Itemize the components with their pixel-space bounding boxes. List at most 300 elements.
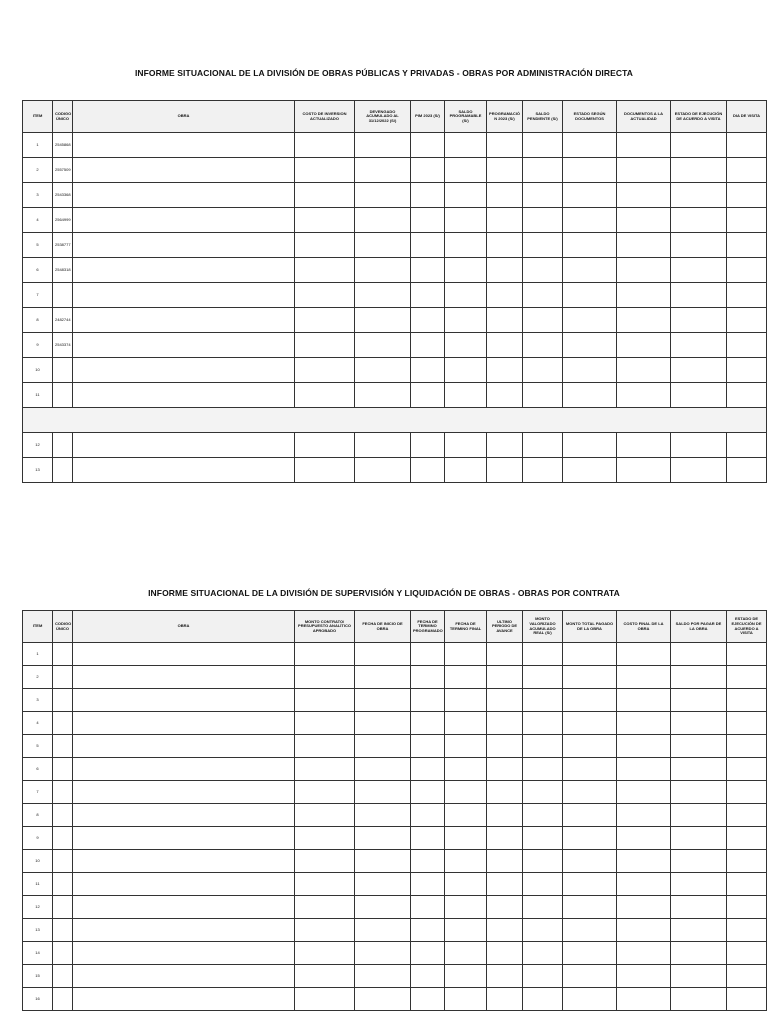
table-cell [411, 308, 445, 333]
table-cell [563, 873, 617, 896]
column-header: ESTADO DE EJECUCIÓN DE ACUERDO A VISITA [671, 101, 727, 133]
table-cell [523, 896, 563, 919]
table-cell [563, 942, 617, 965]
table-cell [563, 965, 617, 988]
table-cell [445, 804, 487, 827]
table-cell [523, 666, 563, 689]
table-cell [445, 735, 487, 758]
table-row [23, 133, 767, 158]
table-cell [411, 258, 445, 283]
table-row [23, 308, 767, 333]
column-header: COSTO DE INVERSION ACTUALIZADO [295, 101, 355, 133]
table-cell [411, 233, 445, 258]
table-cell [523, 358, 563, 383]
table-cell [355, 183, 411, 208]
table-cell [73, 283, 295, 308]
table-cell [295, 208, 355, 233]
table-cell [617, 333, 671, 358]
table-cell [411, 458, 445, 483]
table-cell [445, 712, 487, 735]
table-cell [671, 666, 727, 689]
table-cell [523, 433, 563, 458]
table-cell: 5 [23, 735, 53, 758]
table-cell [411, 666, 445, 689]
table-row [23, 643, 767, 666]
table-cell: 12 [23, 896, 53, 919]
table-cell [523, 643, 563, 666]
column-header: OBRA [73, 611, 295, 643]
table-cell [445, 383, 487, 408]
table-cell [411, 873, 445, 896]
table-cell [411, 333, 445, 358]
section-header-row [23, 408, 767, 433]
table-row [23, 781, 767, 804]
table-cell [487, 712, 523, 735]
table-cell [73, 433, 295, 458]
table-cell [411, 133, 445, 158]
report-2-header-row [23, 611, 767, 643]
table-cell: 1 [23, 133, 53, 158]
table-cell [671, 850, 727, 873]
table-cell [487, 689, 523, 712]
table-cell [295, 735, 355, 758]
table-cell [73, 758, 295, 781]
table-cell [671, 689, 727, 712]
table-cell: 2557509 [53, 158, 73, 183]
table-cell [53, 988, 73, 1011]
table-row [23, 158, 767, 183]
table-cell [617, 758, 671, 781]
table-cell [411, 689, 445, 712]
table-cell: 2545868 [53, 133, 73, 158]
table-cell [411, 804, 445, 827]
table-cell [73, 183, 295, 208]
report-1-table [22, 100, 767, 483]
table-cell [73, 689, 295, 712]
table-cell [727, 233, 767, 258]
table-row [23, 333, 767, 358]
table-cell [445, 183, 487, 208]
table-cell [487, 358, 523, 383]
table-cell [295, 827, 355, 850]
table-cell [73, 643, 295, 666]
table-cell [355, 258, 411, 283]
table-cell [727, 896, 767, 919]
table-cell [73, 804, 295, 827]
column-header: ESTADO SEGÚN DOCUMENTOS [563, 101, 617, 133]
table-cell: 4 [23, 208, 53, 233]
table-cell [727, 850, 767, 873]
table-cell [563, 233, 617, 258]
table-cell [53, 358, 73, 383]
table-cell [73, 133, 295, 158]
column-header: DOCUMENTOS A LA ACTUALIDAD [617, 101, 671, 133]
table-row [23, 208, 767, 233]
table-cell [727, 283, 767, 308]
table-cell [445, 333, 487, 358]
table-cell [487, 735, 523, 758]
section-header [23, 408, 767, 433]
table-cell [295, 896, 355, 919]
table-cell [617, 873, 671, 896]
table-cell: 6 [23, 258, 53, 283]
table-cell [487, 133, 523, 158]
table-cell [563, 758, 617, 781]
table-cell [487, 233, 523, 258]
table-cell [563, 919, 617, 942]
table-cell [355, 158, 411, 183]
table-cell [53, 919, 73, 942]
column-header: ITEM [23, 101, 53, 133]
table-cell [411, 158, 445, 183]
table-cell [355, 988, 411, 1011]
table-cell [53, 283, 73, 308]
table-cell [445, 433, 487, 458]
table-cell [563, 781, 617, 804]
table-cell [727, 873, 767, 896]
table-cell [73, 333, 295, 358]
table-cell [295, 850, 355, 873]
table-cell [617, 233, 671, 258]
table-cell [523, 988, 563, 1011]
table-cell [563, 643, 617, 666]
table-cell [445, 283, 487, 308]
table-cell [411, 965, 445, 988]
table-cell [53, 433, 73, 458]
table-cell [727, 965, 767, 988]
table-cell [411, 183, 445, 208]
table-cell [295, 781, 355, 804]
table-cell [53, 965, 73, 988]
table-cell [445, 896, 487, 919]
table-cell [523, 919, 563, 942]
table-cell [671, 735, 727, 758]
table-row [23, 233, 767, 258]
table-cell [671, 919, 727, 942]
table-cell [355, 689, 411, 712]
table-cell: 9 [23, 333, 53, 358]
table-cell: 2 [23, 666, 53, 689]
table-cell [617, 781, 671, 804]
table-cell [355, 308, 411, 333]
table-cell [727, 333, 767, 358]
table-cell: 10 [23, 358, 53, 383]
table-cell: 13 [23, 458, 53, 483]
table-cell: 2543374 [53, 333, 73, 358]
table-cell [617, 942, 671, 965]
table-cell [487, 643, 523, 666]
column-header: ULTIMO PERIODO DE AVANCE [487, 611, 523, 643]
table-cell [411, 735, 445, 758]
table-cell [53, 942, 73, 965]
column-header: FECHA DE TERMINO FINAL [445, 611, 487, 643]
table-cell [295, 666, 355, 689]
table-cell [411, 383, 445, 408]
table-cell [445, 158, 487, 183]
table-cell [295, 158, 355, 183]
table-cell [355, 919, 411, 942]
table-cell: 3 [23, 183, 53, 208]
table-cell [445, 689, 487, 712]
table-cell [727, 358, 767, 383]
table-cell [487, 458, 523, 483]
table-cell [523, 133, 563, 158]
table-cell [671, 133, 727, 158]
table-cell [617, 666, 671, 689]
table-cell [73, 781, 295, 804]
table-cell [487, 258, 523, 283]
report-2-title: INFORME SITUACIONAL DE LA DIVISIÓN DE SUPERVISIÓN Y LIQUIDACIÓN DE OBRAS - OBRAS POR CONTRATA [148, 588, 620, 598]
table-cell [355, 643, 411, 666]
table-cell [355, 283, 411, 308]
table-cell [727, 666, 767, 689]
table-cell [445, 781, 487, 804]
table-cell [53, 458, 73, 483]
table-cell [727, 804, 767, 827]
table-cell [617, 283, 671, 308]
table-cell [563, 712, 617, 735]
table-cell [563, 735, 617, 758]
table-cell [355, 433, 411, 458]
table-cell [73, 735, 295, 758]
table-cell [523, 689, 563, 712]
table-cell [523, 258, 563, 283]
column-header: CODIGO ÚNICO [53, 611, 73, 643]
table-cell [355, 896, 411, 919]
table-cell [523, 735, 563, 758]
table-cell [295, 804, 355, 827]
table-cell [295, 433, 355, 458]
table-cell [53, 873, 73, 896]
table-cell: 13 [23, 919, 53, 942]
table-cell [563, 988, 617, 1011]
table-cell [487, 433, 523, 458]
table-cell [411, 643, 445, 666]
table-cell [411, 208, 445, 233]
table-cell [617, 458, 671, 483]
table-cell [295, 873, 355, 896]
table-cell [445, 850, 487, 873]
table-cell [73, 827, 295, 850]
table-cell: 4 [23, 712, 53, 735]
table-cell [563, 333, 617, 358]
table-cell [523, 333, 563, 358]
table-cell [445, 308, 487, 333]
table-cell: 3 [23, 689, 53, 712]
column-header: ESTADO DE EJECUCIÓN DE ACUERDO A VISITA [727, 611, 767, 643]
table-cell [73, 873, 295, 896]
table-cell [411, 988, 445, 1011]
table-cell [445, 942, 487, 965]
table-cell [355, 358, 411, 383]
table-cell [671, 781, 727, 804]
table-cell [295, 283, 355, 308]
table-cell [355, 333, 411, 358]
table-cell [727, 433, 767, 458]
table-row [23, 827, 767, 850]
table-cell [411, 712, 445, 735]
table-cell [53, 689, 73, 712]
table-cell [445, 258, 487, 283]
column-header: SALDO PROGRAMABLE (S/) [445, 101, 487, 133]
table-cell [355, 942, 411, 965]
table-cell: 14 [23, 942, 53, 965]
table-cell [487, 308, 523, 333]
table-cell [617, 183, 671, 208]
table-cell [727, 827, 767, 850]
table-cell [445, 233, 487, 258]
column-header: MONTO VALORIZADO ACUMULADO REAL (S/) [523, 611, 563, 643]
table-row [23, 850, 767, 873]
table-cell [295, 333, 355, 358]
table-cell [53, 383, 73, 408]
table-cell [671, 965, 727, 988]
table-cell [617, 208, 671, 233]
column-header: FECHA DE INICIO DE OBRA [355, 611, 411, 643]
table-cell [445, 358, 487, 383]
table-cell [73, 458, 295, 483]
table-cell: 2564999 [53, 208, 73, 233]
table-cell [295, 233, 355, 258]
table-cell [671, 358, 727, 383]
table-cell [53, 850, 73, 873]
table-row [23, 988, 767, 1011]
table-cell: 2538777 [53, 233, 73, 258]
table-cell [487, 758, 523, 781]
table-cell [523, 781, 563, 804]
table-cell [671, 233, 727, 258]
table-row [23, 666, 767, 689]
table-row [23, 804, 767, 827]
table-cell [295, 965, 355, 988]
table-cell [563, 133, 617, 158]
table-row [23, 965, 767, 988]
table-cell [727, 133, 767, 158]
table-cell [671, 827, 727, 850]
table-cell [523, 208, 563, 233]
table-cell [445, 666, 487, 689]
table-cell [73, 712, 295, 735]
table-cell [73, 308, 295, 333]
table-cell [523, 158, 563, 183]
table-cell [563, 258, 617, 283]
table-cell [295, 712, 355, 735]
table-cell: 7 [23, 283, 53, 308]
table-cell: 2482744 [53, 308, 73, 333]
table-cell [727, 643, 767, 666]
table-cell [295, 133, 355, 158]
table-cell: 10 [23, 850, 53, 873]
table-row [23, 183, 767, 208]
table-cell [487, 158, 523, 183]
table-cell [355, 781, 411, 804]
table-cell [617, 158, 671, 183]
table-cell [563, 383, 617, 408]
table-cell [671, 712, 727, 735]
table-cell: 15 [23, 965, 53, 988]
table-cell [563, 804, 617, 827]
table-cell [445, 208, 487, 233]
column-header: SALDO POR PAGAR DE LA OBRA [671, 611, 727, 643]
table-cell [295, 942, 355, 965]
table-cell [727, 308, 767, 333]
table-cell [355, 712, 411, 735]
table-cell [727, 208, 767, 233]
table-cell [487, 183, 523, 208]
table-cell [563, 458, 617, 483]
table-cell [295, 358, 355, 383]
table-row [23, 896, 767, 919]
table-cell [617, 850, 671, 873]
table-row [23, 758, 767, 781]
table-cell [73, 158, 295, 183]
table-cell [671, 158, 727, 183]
table-cell [523, 233, 563, 258]
table-cell: 2 [23, 158, 53, 183]
table-cell [355, 758, 411, 781]
table-cell [523, 283, 563, 308]
table-row [23, 942, 767, 965]
table-cell [295, 383, 355, 408]
column-header: MONTO CONTRATO/ PRESUPUESTO ANALÍTICO APROBADO [295, 611, 355, 643]
table-cell [411, 942, 445, 965]
table-cell [53, 735, 73, 758]
table-cell [523, 712, 563, 735]
table-cell [355, 850, 411, 873]
table-cell [53, 712, 73, 735]
table-cell [295, 988, 355, 1011]
table-cell [73, 988, 295, 1011]
column-header: CODIGO ÚNICO [53, 101, 73, 133]
table-cell [617, 433, 671, 458]
table-cell [295, 183, 355, 208]
table-cell [563, 183, 617, 208]
table-cell [487, 383, 523, 408]
table-cell [411, 850, 445, 873]
table-cell [563, 358, 617, 383]
table-cell [73, 666, 295, 689]
table-cell [727, 183, 767, 208]
table-cell: 8 [23, 804, 53, 827]
table-cell [671, 758, 727, 781]
table-cell [411, 827, 445, 850]
table-cell [671, 183, 727, 208]
table-cell [445, 919, 487, 942]
table-cell [411, 433, 445, 458]
table-row [23, 712, 767, 735]
table-cell [73, 942, 295, 965]
table-cell [487, 919, 523, 942]
table-cell [73, 383, 295, 408]
table-cell [355, 383, 411, 408]
table-cell [671, 896, 727, 919]
table-cell [617, 919, 671, 942]
table-cell [295, 258, 355, 283]
report-1-title: INFORME SITUACIONAL DE LA DIVISIÓN DE OBRAS PÚBLICAS Y PRIVADAS - OBRAS POR ADMINISTRACIÓN DIRECTA [134, 68, 634, 78]
table-cell [617, 965, 671, 988]
table-cell [487, 781, 523, 804]
column-header: OBRA [73, 101, 295, 133]
column-header: SALDO PENDIENTE (S/) [523, 101, 563, 133]
table-cell: 11 [23, 873, 53, 896]
table-cell [355, 873, 411, 896]
table-cell [73, 919, 295, 942]
column-header: MONTO TOTAL PAGADO DE LA OBRA [563, 611, 617, 643]
table-cell [617, 827, 671, 850]
table-cell [563, 308, 617, 333]
table-cell: 5 [23, 233, 53, 258]
table-cell [523, 965, 563, 988]
